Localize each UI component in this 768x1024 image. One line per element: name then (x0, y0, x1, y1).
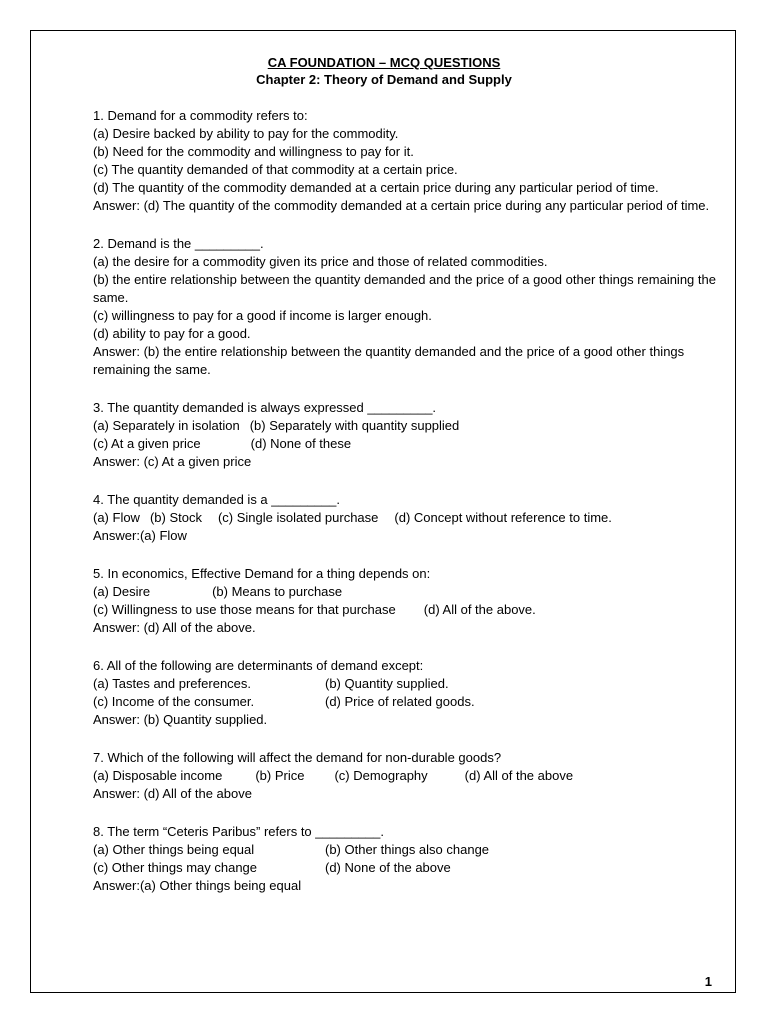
answer: Answer: (d) All of the above. (93, 620, 256, 635)
options-row (93, 841, 723, 859)
option-a: (a) Other things being equal (93, 842, 255, 857)
option-c: (c) At a given price (93, 436, 201, 451)
option-c: (c) Willingness to use those means for that purchase (93, 602, 396, 617)
answer: Answer: (d) The quantity of the commodity demanded at a certain price during any particular period of time. (93, 198, 710, 213)
option-c: (c) The quantity demanded of that commodity at a certain price. (93, 162, 458, 177)
option-c: (c) Income of the consumer. (93, 694, 255, 709)
question-4 (93, 491, 723, 545)
option-a: (a) Desire backed by ability to pay for the commodity. (93, 126, 399, 141)
option-c: (c) Other things may change (93, 860, 258, 875)
answer: Answer: (d) All of the above (93, 786, 252, 801)
option-b: (b) Price (255, 768, 305, 783)
option-d: (d) Price of related goods. (325, 694, 475, 709)
options-row (93, 859, 723, 877)
option-c: (c) Demography (334, 768, 428, 783)
chapter-title: Chapter 2: Theory of Demand and Supply (256, 72, 512, 87)
option-b: (b) Stock (149, 510, 202, 525)
options-row (93, 675, 723, 693)
document-title: CA FOUNDATION – MCQ QUESTIONS (267, 55, 501, 70)
option-d: (d) All of the above. (423, 602, 536, 617)
page-number: 1 (704, 974, 712, 989)
option-a: (a) Flow (93, 510, 140, 525)
question-text: 7. Which of the following will affect the demand for non-durable goods? (93, 750, 502, 765)
options-row (93, 509, 723, 527)
questions-list (93, 107, 723, 915)
option-a: (a) Tastes and preferences. (93, 676, 252, 691)
question-1 (93, 107, 723, 215)
answer: Answer:(a) Other things being equal (93, 878, 302, 893)
question-text: 1. Demand for a commodity refers to: (93, 108, 308, 123)
option-a: (a) the desire for a commodity given its price and those of related commodities. (93, 254, 548, 269)
answer: Answer:(a) Flow (93, 528, 187, 543)
option-b: (b) Quantity supplied. (325, 676, 449, 691)
question-text: 3. The quantity demanded is always expressed _________. (93, 400, 437, 415)
question-2 (93, 235, 723, 379)
question-5 (93, 565, 723, 637)
option-b: (b) Means to purchase (212, 584, 343, 599)
option-b: (b) Separately with quantity supplied (249, 418, 460, 433)
option-b: (b) the entire relationship between the quantity demanded and the price of a good other things remaining the same. (93, 272, 720, 305)
option-a: (a) Separately in isolation (93, 418, 240, 433)
answer: Answer: (b) the entire relationship between the quantity demanded and the price of a good other things remaining the same. (93, 344, 688, 377)
options-row (93, 693, 723, 711)
options-row (93, 601, 723, 619)
option-b: (b) Need for the commodity and willingness to pay for it. (93, 144, 414, 159)
question-text: 6. All of the following are determinants of demand except: (93, 658, 424, 673)
option-d: (d) ability to pay for a good. (93, 326, 251, 341)
answer: Answer: (c) At a given price (93, 454, 252, 469)
question-3 (93, 399, 723, 471)
question-7 (93, 749, 723, 803)
options-row (93, 583, 723, 601)
question-text: 2. Demand is the _________. (93, 236, 264, 251)
question-6 (93, 657, 723, 729)
option-d: (d) All of the above (464, 768, 574, 783)
answer: Answer: (b) Quantity supplied. (93, 712, 268, 727)
question-text: 8. The term “Ceteris Paribus” refers to _________. (93, 824, 384, 839)
option-c: (c) willingness to pay for a good if income is larger enough. (93, 308, 432, 323)
option-b: (b) Other things also change (325, 842, 490, 857)
option-a: (a) Disposable income (93, 768, 223, 783)
option-c: (c) Single isolated purchase (217, 510, 379, 525)
option-d: (d) None of the above (325, 860, 451, 875)
option-d: (d) The quantity of the commodity demanded at a certain price during any particular period of time. (93, 180, 659, 195)
options-row (93, 767, 723, 785)
question-text: 4. The quantity demanded is a _________. (93, 492, 340, 507)
options-row (93, 417, 723, 435)
option-d: (d) None of these (250, 436, 352, 451)
question-8 (93, 823, 723, 895)
question-text: 5. In economics, Effective Demand for a thing depends on: (93, 566, 431, 581)
option-d: (d) Concept without reference to time. (394, 510, 612, 525)
option-a: (a) Desire (93, 584, 151, 599)
options-row (93, 435, 723, 453)
